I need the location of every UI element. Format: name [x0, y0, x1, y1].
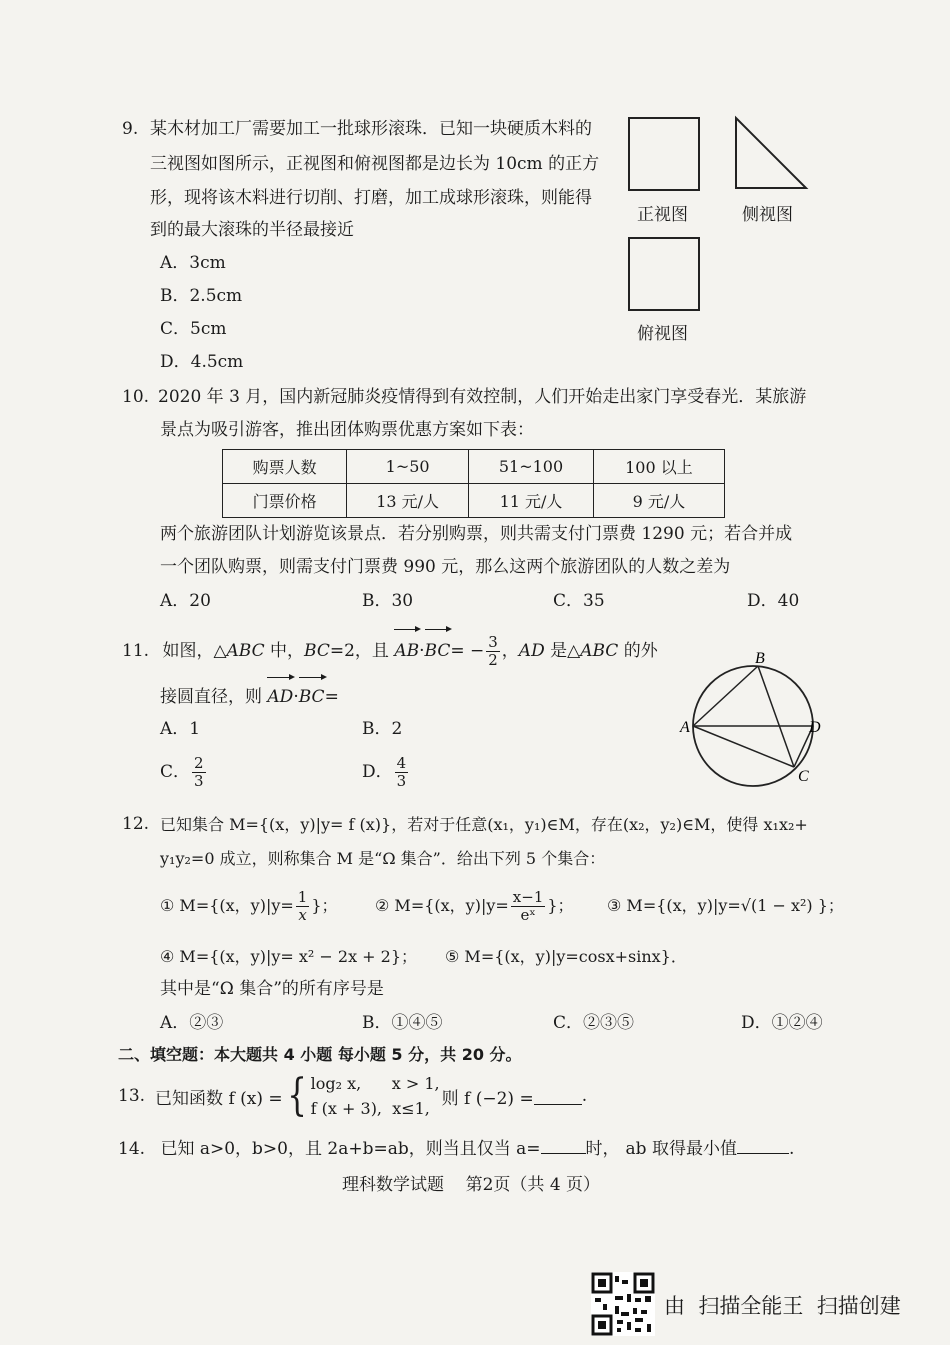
q11-text: 是△ — [544, 641, 581, 661]
q9-line-4: 到的最大滚珠的半径最接近 — [150, 220, 354, 240]
table-cell: 门票价格 — [223, 484, 347, 518]
q14-text: . — [788, 1139, 795, 1159]
option-prefix: D． — [362, 762, 393, 782]
q14-text: 已知 a>0，b>0，且 2a+b=ab，则当且仅当 a= — [160, 1139, 541, 1159]
table-cell: 1~50 — [347, 450, 469, 484]
option-fraction — [395, 755, 409, 790]
q9-line-2: 三视图如图所示，正视图和俯视图都是边长为 10cm 的正方 — [150, 154, 600, 174]
qr-code-icon — [591, 1272, 655, 1336]
q11-option-b: B．2 — [362, 719, 403, 739]
top-view-label: 俯视图 — [637, 324, 688, 344]
q10-option-a: A．20 — [160, 591, 211, 611]
q12-option-d: D．①②④ — [741, 1013, 823, 1033]
q13-text: . — [581, 1086, 588, 1106]
q14-number: 14. — [118, 1139, 146, 1159]
case-1: log₂ x, x > 1, — [310, 1074, 440, 1093]
q11-text: = — [324, 687, 339, 707]
three-view-figure — [620, 110, 820, 350]
q11-option-a: A．1 — [160, 719, 201, 739]
front-view-label: 正视图 — [637, 205, 688, 225]
segment-ab — [693, 666, 758, 726]
case-2: f (x + 3), x≤1, — [310, 1099, 430, 1118]
q11-text: =2，且 — [329, 641, 395, 661]
q11-triangle-name: ABC — [226, 641, 265, 661]
q10-option-d: D．40 — [747, 591, 800, 611]
answer-blank — [534, 1088, 582, 1105]
option-fraction — [192, 755, 206, 790]
table-cell: 51~100 — [469, 450, 594, 484]
fraction-numerator: 4 — [396, 754, 407, 772]
vector-bc: BC — [299, 673, 325, 715]
q12-set-3: ③ M={(x，y)|y=√(1 − x²) }； — [607, 896, 844, 915]
q9-option-c: C．5cm — [160, 319, 227, 339]
fraction-denominator: 3 — [194, 772, 204, 790]
piecewise-cases — [311, 1071, 440, 1121]
set-text: }； — [547, 896, 574, 915]
set-fraction — [296, 889, 310, 924]
vector-ad: AD — [267, 673, 293, 715]
fraction-numerator: 2 — [194, 754, 204, 772]
q10-option-b: B．30 — [362, 591, 414, 611]
set-text: ① M={(x，y)|y= — [160, 896, 294, 915]
vector-ab: AB — [394, 625, 419, 671]
q12-line-2: y₁y₂=0 成立，则称集合 M 是“Ω 集合”．给出下列 5 个集合： — [160, 849, 606, 868]
section-2-heading: 二、填空题：本大题共 4 小题 每小题 5 分，共 20 分。 — [118, 1045, 522, 1064]
q14 — [118, 1133, 794, 1166]
point-c-label: C — [798, 768, 809, 785]
q9-number: 9. — [122, 119, 139, 139]
q11-text: 的外 — [618, 641, 658, 661]
point-d-label: D — [809, 719, 821, 736]
q11-option-d — [362, 752, 410, 792]
fraction-three-halves — [486, 634, 500, 669]
q9-option-d: D．4.5cm — [160, 352, 244, 372]
q12-option-b: B．①④⑤ — [362, 1013, 443, 1033]
fraction-numerator: x−1 — [512, 888, 544, 906]
set-text: }； — [311, 896, 338, 915]
q11-option-c — [160, 752, 208, 792]
q12-set-4: ④ M={(x，y)|y= x² − 2x + 2}； — [160, 947, 418, 966]
table-row — [223, 450, 725, 484]
front-view-square — [629, 118, 699, 190]
q11-line-2 — [160, 673, 339, 715]
q11-text: 如图，△ — [162, 641, 227, 661]
set-fraction — [511, 889, 546, 924]
table-cell: 购票人数 — [223, 450, 347, 484]
q10-after-2: 一个团队购票，则需支付门票费 990 元，那么这两个旅游团队的人数之差为 — [160, 557, 731, 577]
q12-set-5: ⑤ M={(x，y)|y=cosx+sinx}． — [445, 947, 687, 966]
q11-text: = − — [450, 641, 485, 661]
fraction-denominator: x — [298, 906, 307, 924]
answer-blank — [541, 1137, 586, 1154]
dot-operator: · — [293, 687, 299, 707]
segment-ac — [693, 726, 794, 767]
q11-number: 11. — [122, 641, 150, 661]
q12-question: 其中是“Ω 集合”的所有序号是 — [160, 979, 384, 999]
q12-set-1 — [160, 884, 338, 928]
scanner-watermark: 由 扫描全能王 扫描创建 — [664, 1294, 901, 1318]
side-view-triangle — [736, 118, 806, 188]
circle-triangle-figure — [678, 650, 828, 790]
table-row — [223, 484, 725, 518]
ticket-price-table — [222, 449, 725, 518]
top-view-square — [629, 238, 699, 310]
q11-text: 接圆直径，则 — [160, 687, 268, 707]
q11-triangle-name: ABC — [580, 641, 619, 661]
vector-bc: BC — [425, 625, 451, 671]
q14-text: 时， — [585, 1139, 620, 1159]
q13-number: 13. — [118, 1086, 146, 1106]
q12-line-1: 已知集合 M={(x，y)|y= f (x)}，若对于任意(x₁，y₁)∈M，存在(x₂，y₂)∈M，使得 x₁x₂+ — [160, 815, 808, 834]
point-b-label: B — [755, 650, 765, 667]
option-prefix: C． — [160, 762, 191, 782]
fraction-numerator: 1 — [297, 888, 308, 906]
q9-option-b: B．2.5cm — [160, 286, 243, 306]
q11-line-1 — [122, 625, 658, 671]
point-a-label: A — [680, 719, 690, 736]
piecewise-brace: { — [286, 1070, 307, 1121]
page-footer: 理科数学试题 第2页（共 4 页） — [342, 1175, 601, 1195]
q10-line-2: 景点为吸引游客，推出团体购票优惠方案如下表： — [160, 420, 534, 440]
q12-option-a: A．②③ — [160, 1013, 224, 1033]
q11-segment-ad: AD — [518, 641, 545, 661]
answer-blank — [737, 1137, 789, 1154]
q10-number: 10. — [122, 387, 150, 407]
table-cell: 100 以上 — [593, 450, 724, 484]
q13 — [118, 1070, 587, 1122]
q9-option-a: A．3cm — [160, 253, 226, 273]
q14-text: ab 取得最小值 — [625, 1139, 737, 1159]
q13-text: 已知函数 f (x) = — [155, 1088, 283, 1109]
table-cell: 13 元/人 — [347, 484, 469, 518]
q9-line-3: 形，现将该木料进行切削、打磨，加工成球形滚珠，则能得 — [150, 188, 592, 208]
table-cell: 11 元/人 — [469, 484, 594, 518]
q10-line-1: 2020 年 3 月，国内新冠肺炎疫情得到有效控制，人们开始走出家门享受春光．某旅游 — [158, 387, 807, 407]
q12-set-2 — [375, 884, 574, 928]
q12-option-c: C．②③⑤ — [553, 1013, 635, 1033]
q11-text: ， — [501, 641, 519, 661]
fraction-numerator: 3 — [488, 633, 498, 651]
q11-text: 中， — [264, 641, 305, 661]
side-view-label: 侧视图 — [742, 205, 793, 225]
fraction-denominator: 3 — [396, 772, 407, 790]
q10-option-c: C．35 — [553, 591, 605, 611]
table-cell: 9 元/人 — [593, 484, 724, 518]
q12-number: 12. — [122, 814, 150, 834]
fraction-denominator: eˣ — [520, 906, 536, 924]
q9-line-1: 某木材加工厂需要加工一批球形滚珠．已知一块硬质木料的 — [150, 119, 592, 139]
set-text: ② M={(x，y)|y= — [375, 896, 509, 915]
fraction-denominator: 2 — [488, 651, 498, 669]
q10-after-1: 两个旅游团队计划游览该景点．若分别购票，则共需支付门票费 1290 元；若合并成 — [160, 524, 793, 544]
segment-bc — [758, 666, 794, 767]
q13-text: 则 f (−2) = — [441, 1088, 534, 1109]
dot-operator: · — [419, 641, 425, 661]
q11-segment-bc: BC — [304, 641, 330, 661]
